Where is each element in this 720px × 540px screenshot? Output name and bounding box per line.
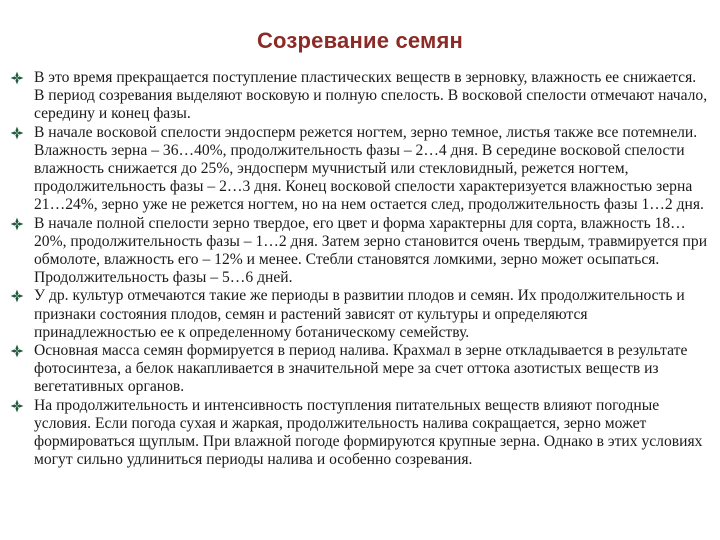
bullet-text: У др. культур отмечаются такие же периоды в развитии плодов и семян. Их продолжительность и признаки состояния плодов, семян и растений зависят от культуры и определяются принадлежностью ее к определенному ботаническому семейству.	[34, 287, 685, 341]
bullet-item	[10, 287, 710, 342]
bullet-text: В начале полной спелости зерно твердое, его цвет и форма характерны для сорта, влажность 18…20%, продолжительность фазы – 1…2 дня. Затем зерно становится очень твердым, травмируется при обмолоте, влажность его – 12% и менее. Стебли становятся ломкими, зерно может осыпаться. Продолжительность фазы – 5…6 дней.	[34, 214, 708, 287]
bullet-item	[10, 124, 710, 215]
diamond-bullet-icon	[10, 71, 24, 85]
diamond-bullet-icon	[10, 289, 24, 303]
diamond-bullet-icon	[10, 217, 24, 231]
diamond-bullet-icon	[10, 344, 24, 358]
bullet-text: В начале восковой спелости эндосперм режется ногтем, зерно темное, листья также все потемнели. Влажность зерна – 36…40%, продолжительность фазы – 2…4 дня. В середине восковой спелости влажность снижается до 25%, эндосперм мучнистый или стекловидный, режется ногтем, продолжительность фазы – 2…3 дня. Конец восковой спелости характеризуется влажностью зерна 21…24%, зерно уже не режется ногтем, но на нем остается след, продолжительность фазы 1…2 дня.	[34, 123, 704, 214]
bullet-text: Основная масса семян формируется в период налива. Крахмал в зерне откладывается в результате фотосинтеза, а белок накапливается в значительной мере за счет оттока азотистых веществ из вегетативных органов.	[34, 342, 688, 396]
bullet-item	[10, 215, 710, 288]
bullet-item	[10, 397, 710, 470]
bullet-text: В это время прекращается поступление пластических веществ в зерновку, влажность ее снижается. В период созревания выделяют восковую и полную спелость. В восковой спелости отмечают начало, середину и конец фазы.	[34, 69, 708, 123]
bullet-text: На продолжительность и интенсивность поступления питательных веществ влияют погодные условия. Если погода сухая и жаркая, продолжительность налива сокращается, зерно может формироваться щуплым. При влажной погоде формируются крупные зерна. Однако в этих условиях могут сильно удлиниться периоды налива и особенно созревания.	[34, 396, 703, 469]
bullet-item	[10, 342, 710, 397]
slide-title: Созревание семян	[256, 28, 464, 53]
diamond-bullet-icon	[10, 399, 24, 413]
diamond-bullet-icon	[10, 126, 24, 140]
bullet-item	[10, 69, 710, 124]
bullet-list	[10, 69, 710, 469]
